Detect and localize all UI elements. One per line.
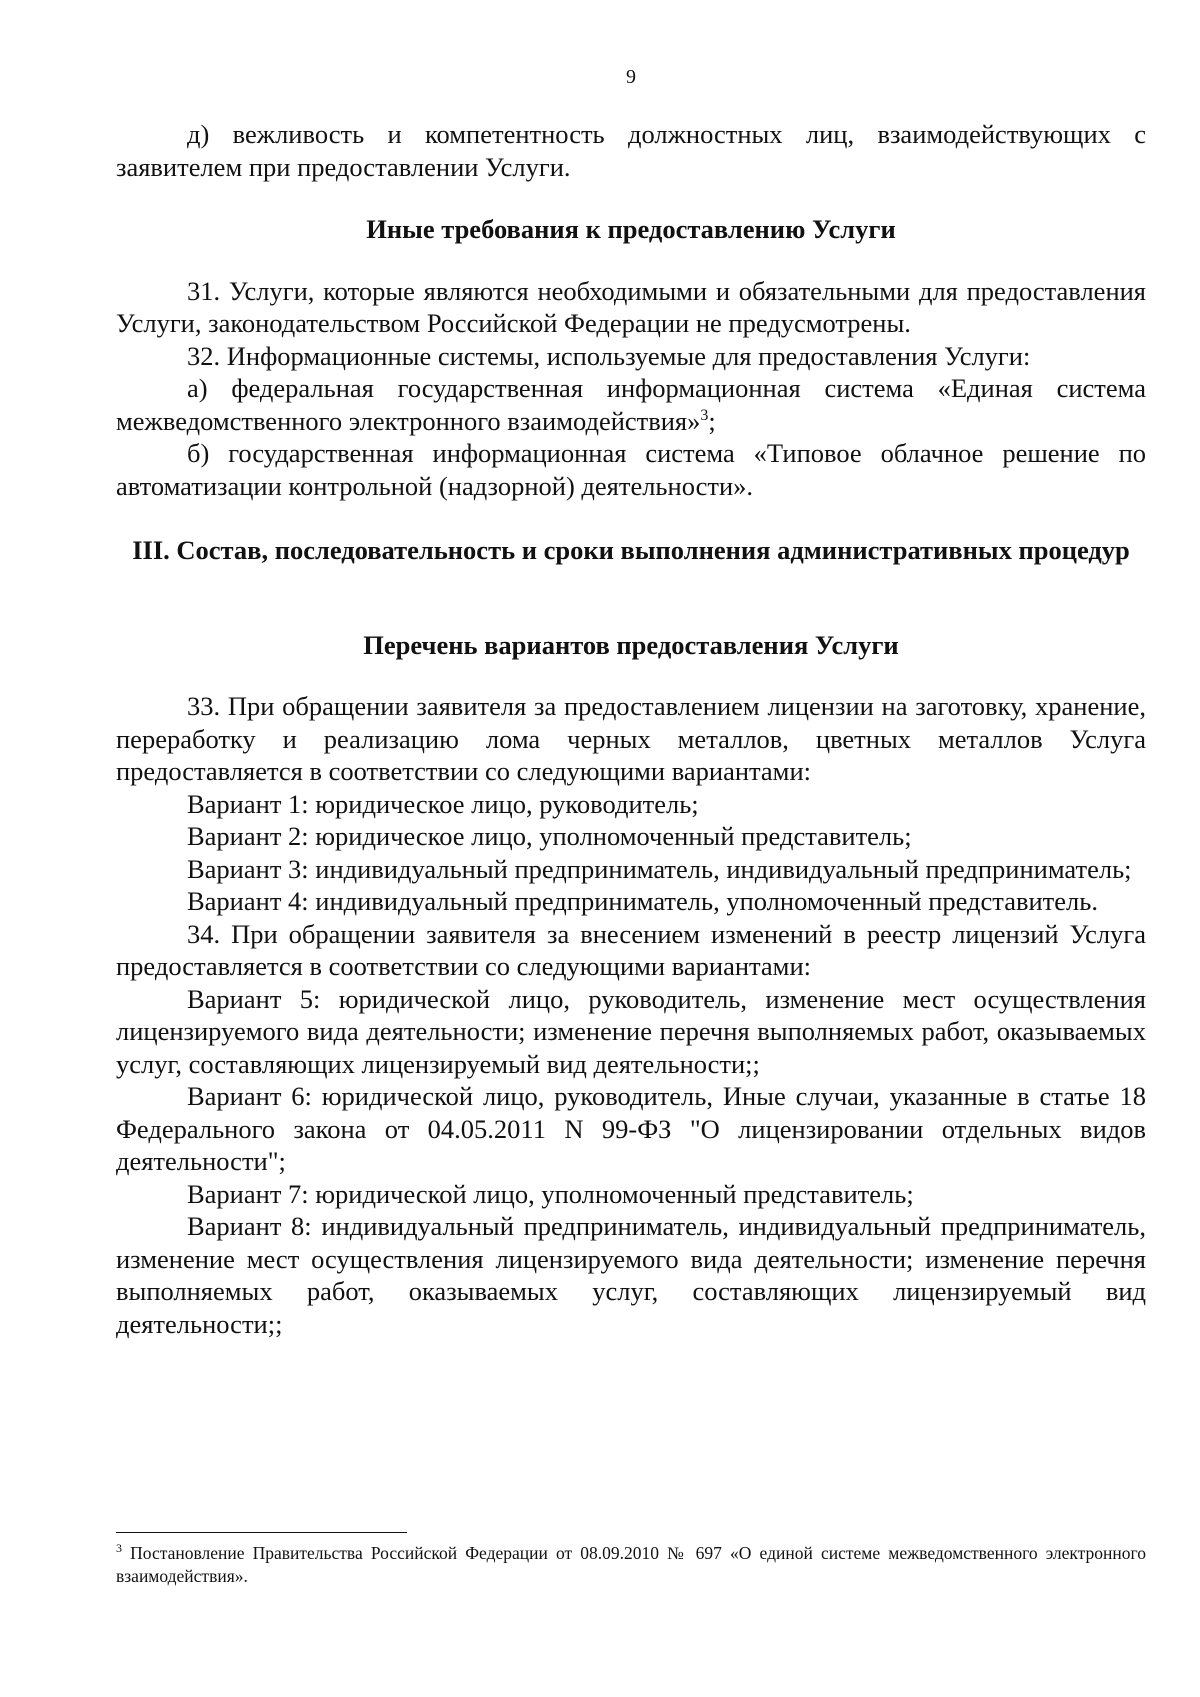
variant-7: Вариант 7: юридической лицо, уполномоченный представитель;	[187, 1178, 914, 1209]
paragraph-33: 33. При обращении заявителя за предоставлением лицензии на заготовку, хранение, переработку и реализацию лома черных металлов, цветных металлов Услуга предоставляется в соответствии со следующими вариантами:	[116, 691, 1146, 786]
variant-4: Вариант 4: индивидуальный предприниматель, уполномоченный представитель.	[187, 886, 1098, 916]
heading-other-requirements: Иные требования к предоставлению Услуги	[366, 214, 896, 244]
footnote	[116, 1542, 1146, 1588]
variant-1: Вариант 1: юридическое лицо, руководитель;	[187, 788, 699, 819]
footnote-reference: 3	[700, 406, 709, 424]
footnote-mark: 3	[116, 1541, 122, 1556]
paragraph-32a	[116, 372, 1146, 437]
variant-5: Вариант 5: юридической лицо, руководитель, изменение мест осуществления лицензируемого вида деятельности; изменение перечня выполняемых работ, оказываемых услуг, составляющих лицензируемый вид деятельности;;	[116, 983, 1146, 1079]
variant-2: Вариант 2: юридическое лицо, уполномоченный представитель;	[187, 821, 912, 851]
footnote-text: Постановление Правительства Российской Федерации от 08.09.2010 № 697 «О единой системе межведомственного электронного взаимодействия».	[116, 1543, 1146, 1586]
footnote-divider	[116, 1532, 407, 1533]
heading-section-3: III. Состав, последовательность и сроки выполнения административных процедур	[132, 535, 1130, 565]
heading-variants-list: Перечень вариантов предоставления Услуги	[363, 629, 899, 660]
variant-3: Вариант 3: индивидуальный предприниматель, индивидуальный предприниматель;	[187, 853, 1132, 884]
variant-6: Вариант 6: юридической лицо, руководитель, Иные случаи, указанные в статье 18 Федерального закона от 04.05.2011 N 99-ФЗ "О лицензировании отдельных видов деятельности";	[116, 1081, 1146, 1176]
document-body	[116, 118, 1146, 1340]
page-number: 9	[626, 66, 636, 88]
paragraph-32: 32. Информационные системы, используемые для предоставления Услуги:	[187, 340, 1031, 371]
paragraph-d: д) вежливость и компетентность должностных лиц, взаимодействующих с заявителем при предоставлении Услуги.	[116, 119, 1146, 182]
paragraph-31: 31. Услуги, которые являются необходимыми и обязательными для предоставления Услуги, законодательством Российской Федерации не предусмотрены.	[116, 275, 1146, 338]
paragraph-32b: б) государственная информационная система «Типовое облачное решение по автоматизации контрольной (надзорной) деятельности».	[116, 438, 1146, 501]
paragraph-32a-text: а) федеральная государственная информационная система «Единая система межведомственного электронного взаимодействия»	[116, 373, 1146, 436]
paragraph-34: 34. При обращении заявителя за внесением изменений в реестр лицензий Услуга предоставляется в соответствии со следующими вариантами:	[116, 918, 1146, 981]
paragraph-32a-end: ;	[708, 405, 716, 436]
variant-8: Вариант 8: индивидуальный предприниматель, индивидуальный предприниматель, изменение мест осуществления лицензируемого вида деятельности; изменение перечня выполняемых работ, оказываемых услуг, составляющих лицензируемый вид деятельности;;	[116, 1211, 1146, 1339]
